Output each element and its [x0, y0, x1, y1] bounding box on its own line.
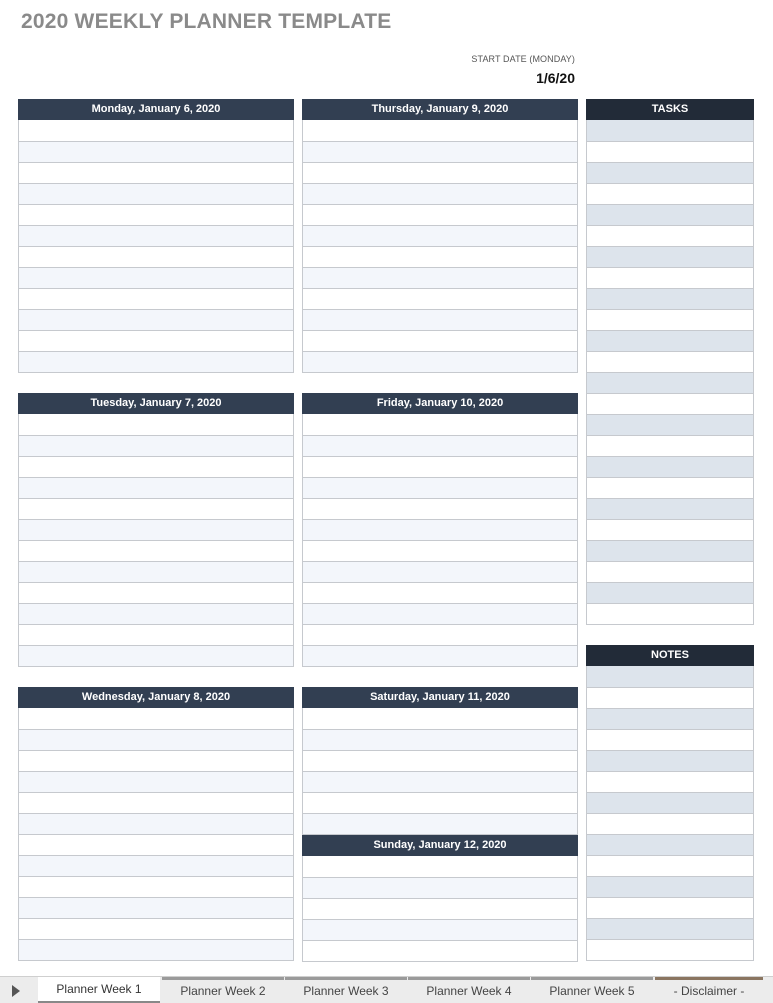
entry-row[interactable]	[303, 225, 577, 246]
entry-row[interactable]	[19, 771, 293, 792]
entry-row[interactable]	[303, 141, 577, 162]
entry-row[interactable]	[19, 162, 293, 183]
entry-row[interactable]	[19, 351, 293, 372]
entry-row[interactable]	[303, 351, 577, 372]
entry-row[interactable]	[19, 729, 293, 750]
monday-rows	[18, 120, 294, 373]
tab-planner-week-2[interactable]: Planner Week 2	[162, 977, 284, 1001]
entry-row[interactable]	[587, 666, 753, 687]
entry-row[interactable]	[587, 162, 753, 183]
day-header-wednesday: Wednesday, January 8, 2020	[18, 687, 294, 708]
entry-row[interactable]	[303, 519, 577, 540]
entry-row[interactable]	[587, 834, 753, 855]
entry-row[interactable]	[587, 519, 753, 540]
entry-row[interactable]	[303, 120, 577, 141]
entry-row[interactable]	[303, 162, 577, 183]
entry-row[interactable]	[587, 813, 753, 834]
sunday-rows	[302, 856, 578, 962]
entry-row[interactable]	[19, 246, 293, 267]
entry-row[interactable]	[303, 267, 577, 288]
entry-row[interactable]	[303, 414, 577, 435]
entry-row[interactable]	[19, 792, 293, 813]
entry-row[interactable]	[587, 771, 753, 792]
entry-row[interactable]	[303, 561, 577, 582]
saturday-rows	[302, 708, 578, 835]
day-block-wednesday	[18, 687, 294, 961]
entry-row[interactable]	[303, 708, 577, 729]
entry-row[interactable]	[19, 141, 293, 162]
entry-row[interactable]	[587, 372, 753, 393]
entry-row[interactable]	[19, 939, 293, 960]
entry-row[interactable]	[303, 813, 577, 834]
tasks-block	[586, 99, 754, 625]
entry-row[interactable]	[303, 204, 577, 225]
entry-row[interactable]	[19, 582, 293, 603]
entry-row[interactable]	[587, 267, 753, 288]
entry-row[interactable]	[587, 582, 753, 603]
tuesday-rows	[18, 414, 294, 667]
entry-row[interactable]	[303, 624, 577, 645]
entry-row[interactable]	[587, 183, 753, 204]
day-block-sunday	[302, 835, 578, 962]
day-header-friday: Friday, January 10, 2020	[302, 393, 578, 414]
entry-row[interactable]	[303, 330, 577, 351]
entry-row[interactable]	[587, 708, 753, 729]
entry-row[interactable]	[19, 603, 293, 624]
notes-header: NOTES	[586, 645, 754, 666]
entry-row[interactable]	[587, 456, 753, 477]
entry-row[interactable]	[19, 414, 293, 435]
entry-row[interactable]	[587, 792, 753, 813]
entry-row[interactable]	[587, 246, 753, 267]
entry-row[interactable]	[587, 120, 753, 141]
day-block-monday	[18, 99, 294, 373]
notes-block	[586, 645, 754, 961]
entry-row[interactable]	[19, 708, 293, 729]
entry-row[interactable]	[587, 498, 753, 519]
entry-row[interactable]	[303, 919, 577, 940]
page-title: 2020 WEEKLY PLANNER TEMPLATE	[21, 10, 392, 33]
entry-row[interactable]	[19, 897, 293, 918]
entry-row[interactable]	[587, 309, 753, 330]
entry-row[interactable]	[303, 729, 577, 750]
entry-row[interactable]	[19, 288, 293, 309]
entry-row[interactable]	[19, 498, 293, 519]
entry-row[interactable]	[19, 918, 293, 939]
entry-row[interactable]	[303, 940, 577, 961]
entry-row[interactable]	[19, 204, 293, 225]
entry-row[interactable]	[303, 898, 577, 919]
entry-row[interactable]	[587, 288, 753, 309]
entry-row[interactable]	[19, 309, 293, 330]
entry-row[interactable]	[587, 435, 753, 456]
entry-row[interactable]	[303, 456, 577, 477]
entry-row[interactable]	[303, 771, 577, 792]
entry-row[interactable]	[587, 477, 753, 498]
day-block-saturday	[302, 687, 578, 835]
entry-row[interactable]	[587, 204, 753, 225]
entry-row[interactable]	[303, 309, 577, 330]
entry-row[interactable]	[587, 141, 753, 162]
thursday-rows	[302, 120, 578, 373]
entry-row[interactable]	[19, 561, 293, 582]
entry-row[interactable]	[19, 813, 293, 834]
entry-row[interactable]	[587, 225, 753, 246]
entry-row[interactable]	[303, 435, 577, 456]
entry-row[interactable]	[587, 897, 753, 918]
scroll-tabs-icon[interactable]	[12, 985, 20, 997]
entry-row[interactable]	[19, 225, 293, 246]
day-header-sunday: Sunday, January 12, 2020	[302, 835, 578, 856]
entry-row[interactable]	[19, 183, 293, 204]
entry-row[interactable]	[19, 519, 293, 540]
day-header-monday: Monday, January 6, 2020	[18, 99, 294, 120]
friday-rows	[302, 414, 578, 667]
entry-row[interactable]	[303, 477, 577, 498]
entry-row[interactable]	[587, 750, 753, 771]
tab-planner-week-5[interactable]: Planner Week 5	[531, 977, 653, 1001]
entry-row[interactable]	[19, 330, 293, 351]
entry-row[interactable]	[303, 288, 577, 309]
entry-row[interactable]	[19, 435, 293, 456]
entry-row[interactable]	[587, 729, 753, 750]
entry-row[interactable]	[587, 855, 753, 876]
entry-row[interactable]	[19, 267, 293, 288]
entry-row[interactable]	[303, 750, 577, 771]
start-date-label: START DATE (MONDAY)	[471, 54, 575, 64]
tab-planner-week-1[interactable]: Planner Week 1	[38, 977, 160, 1003]
tab-planner-week-3[interactable]: Planner Week 3	[285, 977, 407, 1001]
entry-row[interactable]	[19, 876, 293, 897]
entry-row[interactable]	[587, 603, 753, 624]
entry-row[interactable]	[19, 834, 293, 855]
entry-row[interactable]	[303, 603, 577, 624]
day-block-thursday	[302, 99, 578, 373]
entry-row[interactable]	[303, 645, 577, 666]
entry-row[interactable]	[19, 540, 293, 561]
entry-row[interactable]	[19, 855, 293, 876]
entry-row[interactable]	[587, 876, 753, 897]
entry-row[interactable]	[587, 918, 753, 939]
entry-row[interactable]	[19, 624, 293, 645]
entry-row[interactable]	[19, 477, 293, 498]
entry-row[interactable]	[19, 120, 293, 141]
entry-row[interactable]	[587, 393, 753, 414]
tab-disclaimer[interactable]: - Disclaimer -	[655, 977, 763, 1001]
entry-row[interactable]	[587, 687, 753, 708]
entry-row[interactable]	[303, 877, 577, 898]
day-header-saturday: Saturday, January 11, 2020	[302, 687, 578, 708]
day-header-thursday: Thursday, January 9, 2020	[302, 99, 578, 120]
entry-row[interactable]	[303, 856, 577, 877]
entry-row[interactable]	[303, 582, 577, 603]
notes-rows	[586, 666, 754, 961]
entry-row[interactable]	[303, 498, 577, 519]
entry-row[interactable]	[587, 330, 753, 351]
entry-row[interactable]	[19, 456, 293, 477]
entry-row[interactable]	[587, 414, 753, 435]
tasks-rows	[586, 120, 754, 625]
sheet-tab-bar	[0, 976, 773, 1003]
entry-row[interactable]	[587, 351, 753, 372]
entry-row[interactable]	[19, 645, 293, 666]
entry-row[interactable]	[303, 792, 577, 813]
entry-row[interactable]	[303, 246, 577, 267]
entry-row[interactable]	[587, 561, 753, 582]
wednesday-rows	[18, 708, 294, 961]
entry-row[interactable]	[19, 750, 293, 771]
tasks-header: TASKS	[586, 99, 754, 120]
entry-row[interactable]	[587, 939, 753, 960]
tab-planner-week-4[interactable]: Planner Week 4	[408, 977, 530, 1001]
day-header-tuesday: Tuesday, January 7, 2020	[18, 393, 294, 414]
start-date-value[interactable]: 1/6/20	[536, 70, 575, 86]
day-block-tuesday	[18, 393, 294, 667]
entry-row[interactable]	[303, 540, 577, 561]
entry-row[interactable]	[587, 540, 753, 561]
entry-row[interactable]	[303, 183, 577, 204]
day-block-friday	[302, 393, 578, 667]
